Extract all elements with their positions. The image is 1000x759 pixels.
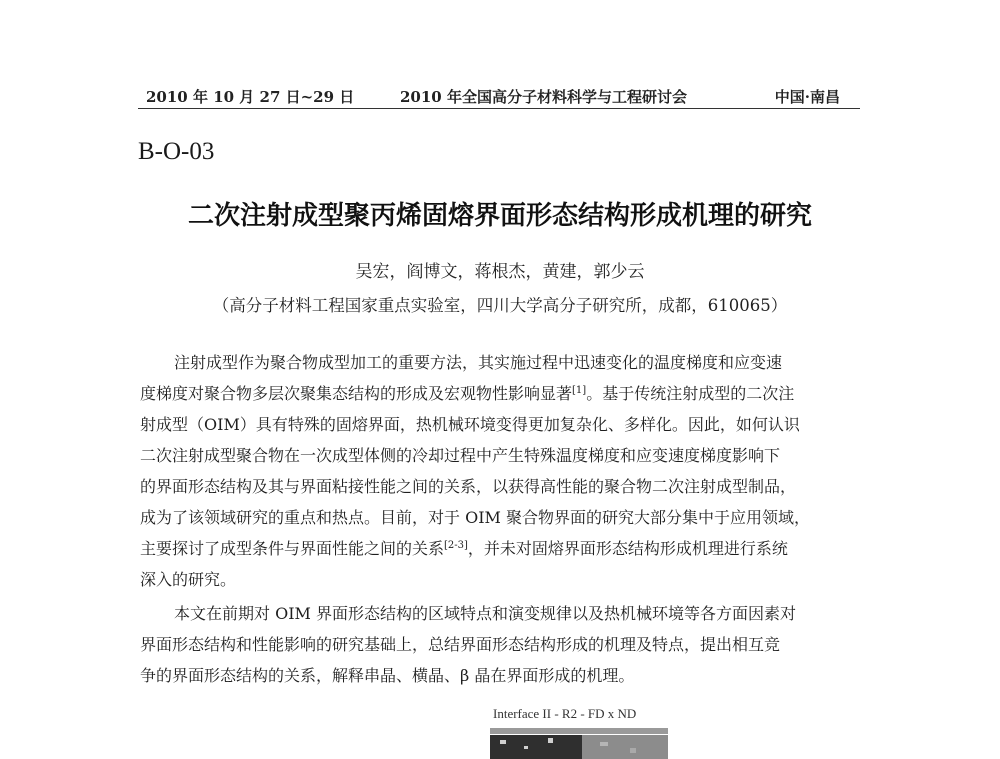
paragraph-line: 注射成型作为聚合物成型加工的重要方法，其实施过程中迅速变化的温度梯度和应变速 <box>174 353 783 372</box>
abstract-paragraph-2 <box>140 598 860 691</box>
paper-title: 二次注射成型聚丙烯固熔界面形态结构形成机理的研究 <box>187 201 812 231</box>
paragraph-line: 界面形态结构和性能影响的研究基础上，总结界面形态结构形成的机理及特点，提出相互竞 <box>140 635 781 654</box>
micrograph-speck <box>524 746 528 749</box>
running-header <box>138 84 860 109</box>
paragraph-line: 二次注射成型聚合物在一次成型体侧的冷却过程中产生特殊温度梯度和应变速度梯度影响下 <box>140 446 781 465</box>
header-date: 2010 年 10 月 27 日~29 日 <box>146 88 355 106</box>
text-run: ，并未对固熔界面形态结构形成机理进行系统 <box>467 539 788 558</box>
paragraph-line: 深入的研究。 <box>140 570 237 589</box>
abstract-paragraph-1 <box>140 347 860 595</box>
text-run: 主要探讨了成型条件与界面性能之间的关系 <box>140 539 445 558</box>
figure-caption: Interface II - R2 - FD x ND <box>493 706 637 721</box>
paragraph-line: 本文在前期对 OIM 界面形态结构的区域特点和演变规律以及热机械环境等各方面因素对 <box>174 604 796 623</box>
micrograph-speck <box>600 742 608 746</box>
paragraph-line: 射成型（OIM）具有特殊的固熔界面，热机械环境变得更加复杂化、多样化。因此，如何认识 <box>140 415 800 434</box>
citation-ref: [1] <box>572 385 587 396</box>
text-run: 。基于传统注射成型的二次注 <box>586 384 795 403</box>
micrograph-figure <box>490 728 668 759</box>
micrograph-speck <box>548 738 553 743</box>
author-list: 吴宏，阎博文，蒋根杰，黄建，郭少云 <box>355 262 645 282</box>
paragraph-line: 成为了该领域研究的重点和热点。目前，对于 OIM 聚合物界面的研究大部分集中于应用领域， <box>140 508 810 527</box>
header-location: 中国·南昌 <box>774 88 840 106</box>
header-conference: 2010 年全国高分子材料科学与工程研讨会 <box>400 88 687 106</box>
micrograph-scale-strip <box>490 728 668 734</box>
paragraph-line: 的界面形态结构及其与界面粘接性能之间的关系，以获得高性能的聚合物二次注射成型制品， <box>140 477 797 496</box>
text-run: 度梯度对聚合物多层次聚集态结构的形成及宏观物性影响显著 <box>140 384 573 403</box>
affiliation: （高分子材料工程国家重点实验室，四川大学高分子研究所，成都，610065） <box>212 296 788 315</box>
citation-ref: [2-3] <box>444 540 468 551</box>
micrograph-speck <box>630 748 636 753</box>
micrograph-speck <box>500 740 506 744</box>
paper-code: B-O-03 <box>138 138 215 165</box>
paragraph-line <box>140 378 860 409</box>
micrograph-gray-region <box>582 735 668 759</box>
paragraph-line: 争的界面形态结构的关系，解释串晶、横晶、β 晶在界面形成的机理。 <box>140 666 635 685</box>
paragraph-line <box>140 533 860 564</box>
micrograph-dark-region <box>490 735 582 759</box>
